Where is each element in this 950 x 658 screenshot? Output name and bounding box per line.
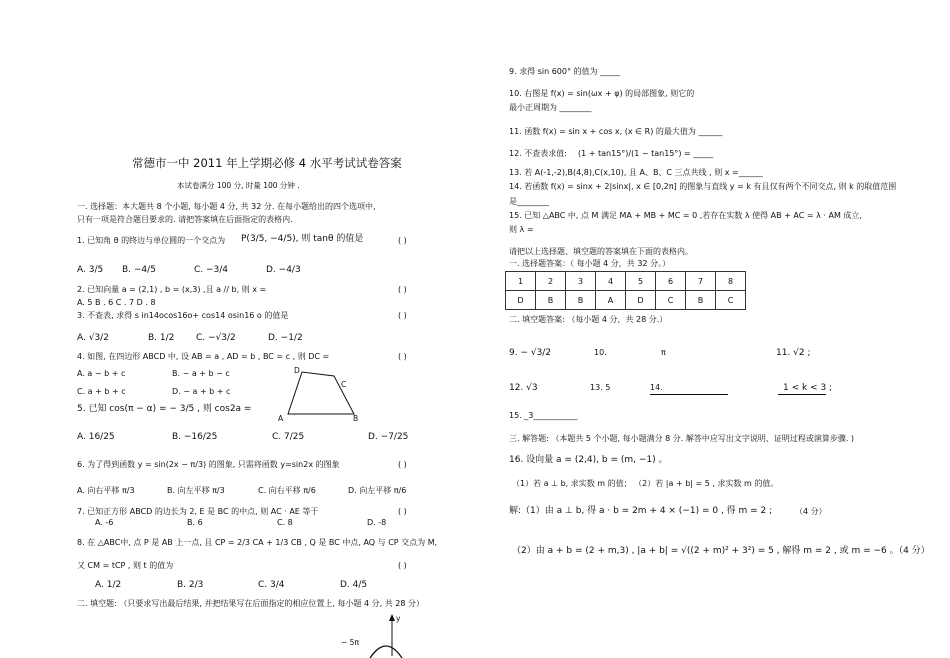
q3-option-c: C. −√3/2 — [196, 333, 236, 343]
table-cell: B — [686, 291, 716, 310]
section3-heading: 三. 解答题: （本题共 5 个小题, 每小题满分 8 分. 解答中应写出文字说明、证明过程或演算步骤. ) — [509, 434, 855, 443]
q8-option-a: A. 1/2 — [95, 580, 122, 590]
quadrilateral-figure — [274, 364, 364, 426]
table-cell: 8 — [716, 272, 746, 291]
q7-paren: ( ) — [398, 507, 407, 516]
q1-option-a: A. 3/5 — [77, 265, 104, 275]
q10-text-line1: 10. 右图是 f(x) = sin(ωx + φ) 的局部图象, 则它的 — [509, 89, 695, 98]
graph-y-arrow — [389, 614, 395, 621]
q3-option-a: A. √3/2 — [77, 333, 109, 343]
q16-text: 16. 设向量 a = (2,4), b = (m, −1) 。 — [509, 455, 668, 465]
graph-x-label: − 5π — [341, 638, 359, 647]
table-row-answers — [506, 291, 746, 310]
q15-text-line2: 则 λ = — [509, 225, 534, 234]
table-row-numbers — [506, 272, 746, 291]
q3-option-b: B. 1/2 — [148, 333, 175, 343]
q4-option-d: D. − a + b + c — [172, 387, 231, 396]
q2-paren: ( ) — [398, 285, 407, 294]
table-cell: B — [536, 291, 566, 310]
answer-14-value-underline — [778, 394, 826, 395]
q13-text: 13. 若 A(-1,-2),B(4,8),C(x,10), 且 A、B、C 三点共线 , 则 x =______ — [509, 168, 763, 177]
section1-intro-line1: 一. 选择题：本大题共 8 个小题, 每小题 4 分, 共 32 分. 在每小题给出的四个选项中, — [77, 202, 376, 211]
q5-text: 5. 已知 cos(π − α) = − 3/5 , 则 cos2a = — [77, 404, 252, 414]
q4-option-c: C. a + b + c — [77, 387, 126, 396]
table-cell: 4 — [596, 272, 626, 291]
q6-option-d: D. 向左平移 π/6 — [348, 486, 407, 495]
q1-option-c: C. −3/4 — [194, 265, 229, 275]
answer-11: 11. √2 ; — [776, 348, 811, 358]
q1-paren: ( ) — [398, 236, 407, 245]
solution-part1: 解:（1）由 a ⊥ b, 得 a · b = 2m + 4 × (−1) = 0 , 得 m = 2 ; — [509, 506, 773, 516]
q4-option-b: B. − a + b − c — [172, 369, 230, 378]
section2-heading: 二. 填空题: （只要求写出最后结果, 并把结果写在后面指定的相应位置上, 每小题 4 分, 共 28 分） — [77, 599, 425, 608]
answer-15: 15. _3___________ — [509, 411, 578, 420]
table-cell: B — [566, 291, 596, 310]
table-cell: A — [596, 291, 626, 310]
q14-text-line2: 是________ — [509, 197, 549, 206]
q7-option-c: C. 8 — [277, 518, 293, 527]
q11-text: 11. 函数 f(x) = sin x + cos x, (x ∈ R) 的最大值为 ______ — [509, 127, 723, 136]
q6-paren: ( ) — [398, 460, 407, 469]
q8-text-line1: 8. 在 △ABC中, 点 P 是 AB 上一点, 且 CP = 2/3 CA + 1/3 CB , Q 是 BC 中点, AQ 与 CP 交点为 M, — [77, 538, 438, 547]
fill-answers-heading: 二. 填空题答案: （每小题 4 分，共 28 分.） — [509, 315, 668, 324]
q3-text: 3. 不查表, 求得 s in14ocos16o+ cos14 osin16 o 的值是 — [77, 311, 289, 320]
q6-option-c: C. 向右平移 π/6 — [258, 486, 316, 495]
answer-14-value: 1 < k < 3 ; — [783, 383, 833, 393]
instructions-text: 请把以上选择题、填空题的答案填在下面的表格内。 — [509, 247, 693, 256]
answer-14-blank — [650, 394, 728, 395]
q3-option-d: D. −1/2 — [268, 333, 303, 343]
q5-option-a: A. 16/25 — [77, 432, 115, 442]
q4-paren: ( ) — [398, 352, 407, 361]
q9-text: 9. 求得 sin 600° 的值为 _____ — [509, 67, 621, 76]
q4-text: 4. 如图, 在四边形 ABCD 中, 设 AB = a , AD = b , BC = c , 则 DC = — [77, 352, 330, 361]
q5-option-d: D. −7/25 — [368, 432, 409, 442]
q2-text: 2. 已知向量 a = (2,1) , b = (x,3) ,且 a // b, 则 x = — [77, 285, 267, 294]
q8-option-b: B. 2/3 — [177, 580, 204, 590]
page-title: 常德市一中 2011 年上学期必修 4 水平考试试卷答案 — [132, 156, 402, 170]
q8-option-c: C. 3/4 — [258, 580, 285, 590]
q15-text-line1: 15. 已知 △ABC 中, 点 M 满足 MA + MB + MC = 0 ,若存在实数 λ 使得 AB + AC = λ · AM 成立, — [509, 211, 862, 220]
table-cell: D — [506, 291, 536, 310]
q10-text-line2: 最小正周期为 ________ — [509, 103, 592, 112]
q1-option-d: D. −4/3 — [266, 265, 301, 275]
figure-label-a: A — [278, 414, 284, 423]
answer-12: 12. √3 — [509, 383, 538, 393]
sine-graph-figure — [340, 612, 420, 658]
graph-y-label: y — [396, 614, 401, 623]
solution-part2: （2）由 a + b = (2 + m,3) , |a + b| = √((2 + m)² + 3²) = 5 , 解得 m = 2 , 或 m = −6 。（4 分） — [512, 546, 930, 556]
table-cell: 6 — [656, 272, 686, 291]
table-cell: C — [716, 291, 746, 310]
q7-option-b: B. 6 — [187, 518, 203, 527]
q12-text: 12. 不查表求值: — [509, 149, 567, 158]
q8-option-d: D. 4/5 — [340, 580, 368, 590]
q1-option-b: B. −4/5 — [122, 265, 156, 275]
q12-fraction: (1 + tan15°)/(1 − tan15°) = _____ — [578, 149, 714, 158]
page-subtitle: 本试卷满分 100 分, 时量 100 分钟 . — [177, 181, 300, 190]
q5-option-c: C. 7/25 — [272, 432, 305, 442]
answer-10-label: 10. — [594, 348, 607, 357]
table-cell: 5 — [626, 272, 656, 291]
solution-part1-points: （4 分） — [795, 507, 827, 516]
q5-option-b: B. −16/25 — [172, 432, 218, 442]
choice-answers-heading: 一. 选择题答案：（ 每小题 4 分，共 32 分。） — [509, 259, 671, 268]
q6-option-b: B. 向左平移 π/3 — [167, 486, 225, 495]
answer-9: 9. − √3/2 — [509, 348, 552, 358]
table-cell: 3 — [566, 272, 596, 291]
q1-text: 1. 已知角 θ 的终边与单位圆的一个交点为 — [77, 236, 226, 245]
q3-paren: ( ) — [398, 311, 407, 320]
section1-intro-line2: 只有一项是符合题目要求的. 请把答案填在后面指定的表格内. — [77, 215, 293, 224]
figure-label-c: C — [341, 380, 347, 389]
answer-13: 13. 5 — [590, 383, 611, 392]
table-cell: 2 — [536, 272, 566, 291]
answer-14-label: 14. — [650, 383, 663, 392]
q7-option-a: A. -6 — [95, 518, 114, 527]
q8-text-line2: 又 CM = tCP , 则 t 的值为 — [77, 561, 174, 570]
figure-label-b: B — [353, 414, 359, 423]
table-cell: D — [626, 291, 656, 310]
q6-option-a: A. 向右平移 π/3 — [77, 486, 135, 495]
q6-text: 6. 为了得到函数 y = sin(2x − π/3) 的图象, 只需将函数 y=sin2x 的图象 — [77, 460, 340, 469]
answer-10-value: π — [661, 348, 666, 357]
q16-parts: （1）若 a ⊥ b, 求实数 m 的值； （2）若 |a + b| = 5 , 求实数 m 的值。 — [512, 479, 779, 488]
q4-option-a: A. a − b + c — [77, 369, 126, 378]
table-cell: 7 — [686, 272, 716, 291]
q2-options: A. 5 B . 6 C . 7 D . 8 — [77, 298, 156, 307]
figure-label-d: D — [294, 366, 300, 375]
q7-text: 7. 已知正方形 ABCD 的边长为 2, E 是 BC 的中点, 则 AC · AE 等于 — [77, 507, 319, 516]
q1-point: P(3/5, −4/5), 则 tanθ 的值是 — [241, 234, 364, 244]
table-cell: 1 — [506, 272, 536, 291]
graph-curve — [370, 646, 402, 658]
q14-text-line1: 14. 若函数 f(x) = sinx + 2|sinx|, x ∈ [0,2π] 的图象与直线 y = k 有且仅有两个不同交点, 则 k 的取值范围 — [509, 182, 897, 191]
choice-answer-table — [505, 271, 746, 310]
q7-option-d: D. -8 — [367, 518, 387, 527]
q8-paren: ( ) — [398, 561, 407, 570]
table-cell: C — [656, 291, 686, 310]
quadrilateral-shape — [288, 372, 354, 414]
